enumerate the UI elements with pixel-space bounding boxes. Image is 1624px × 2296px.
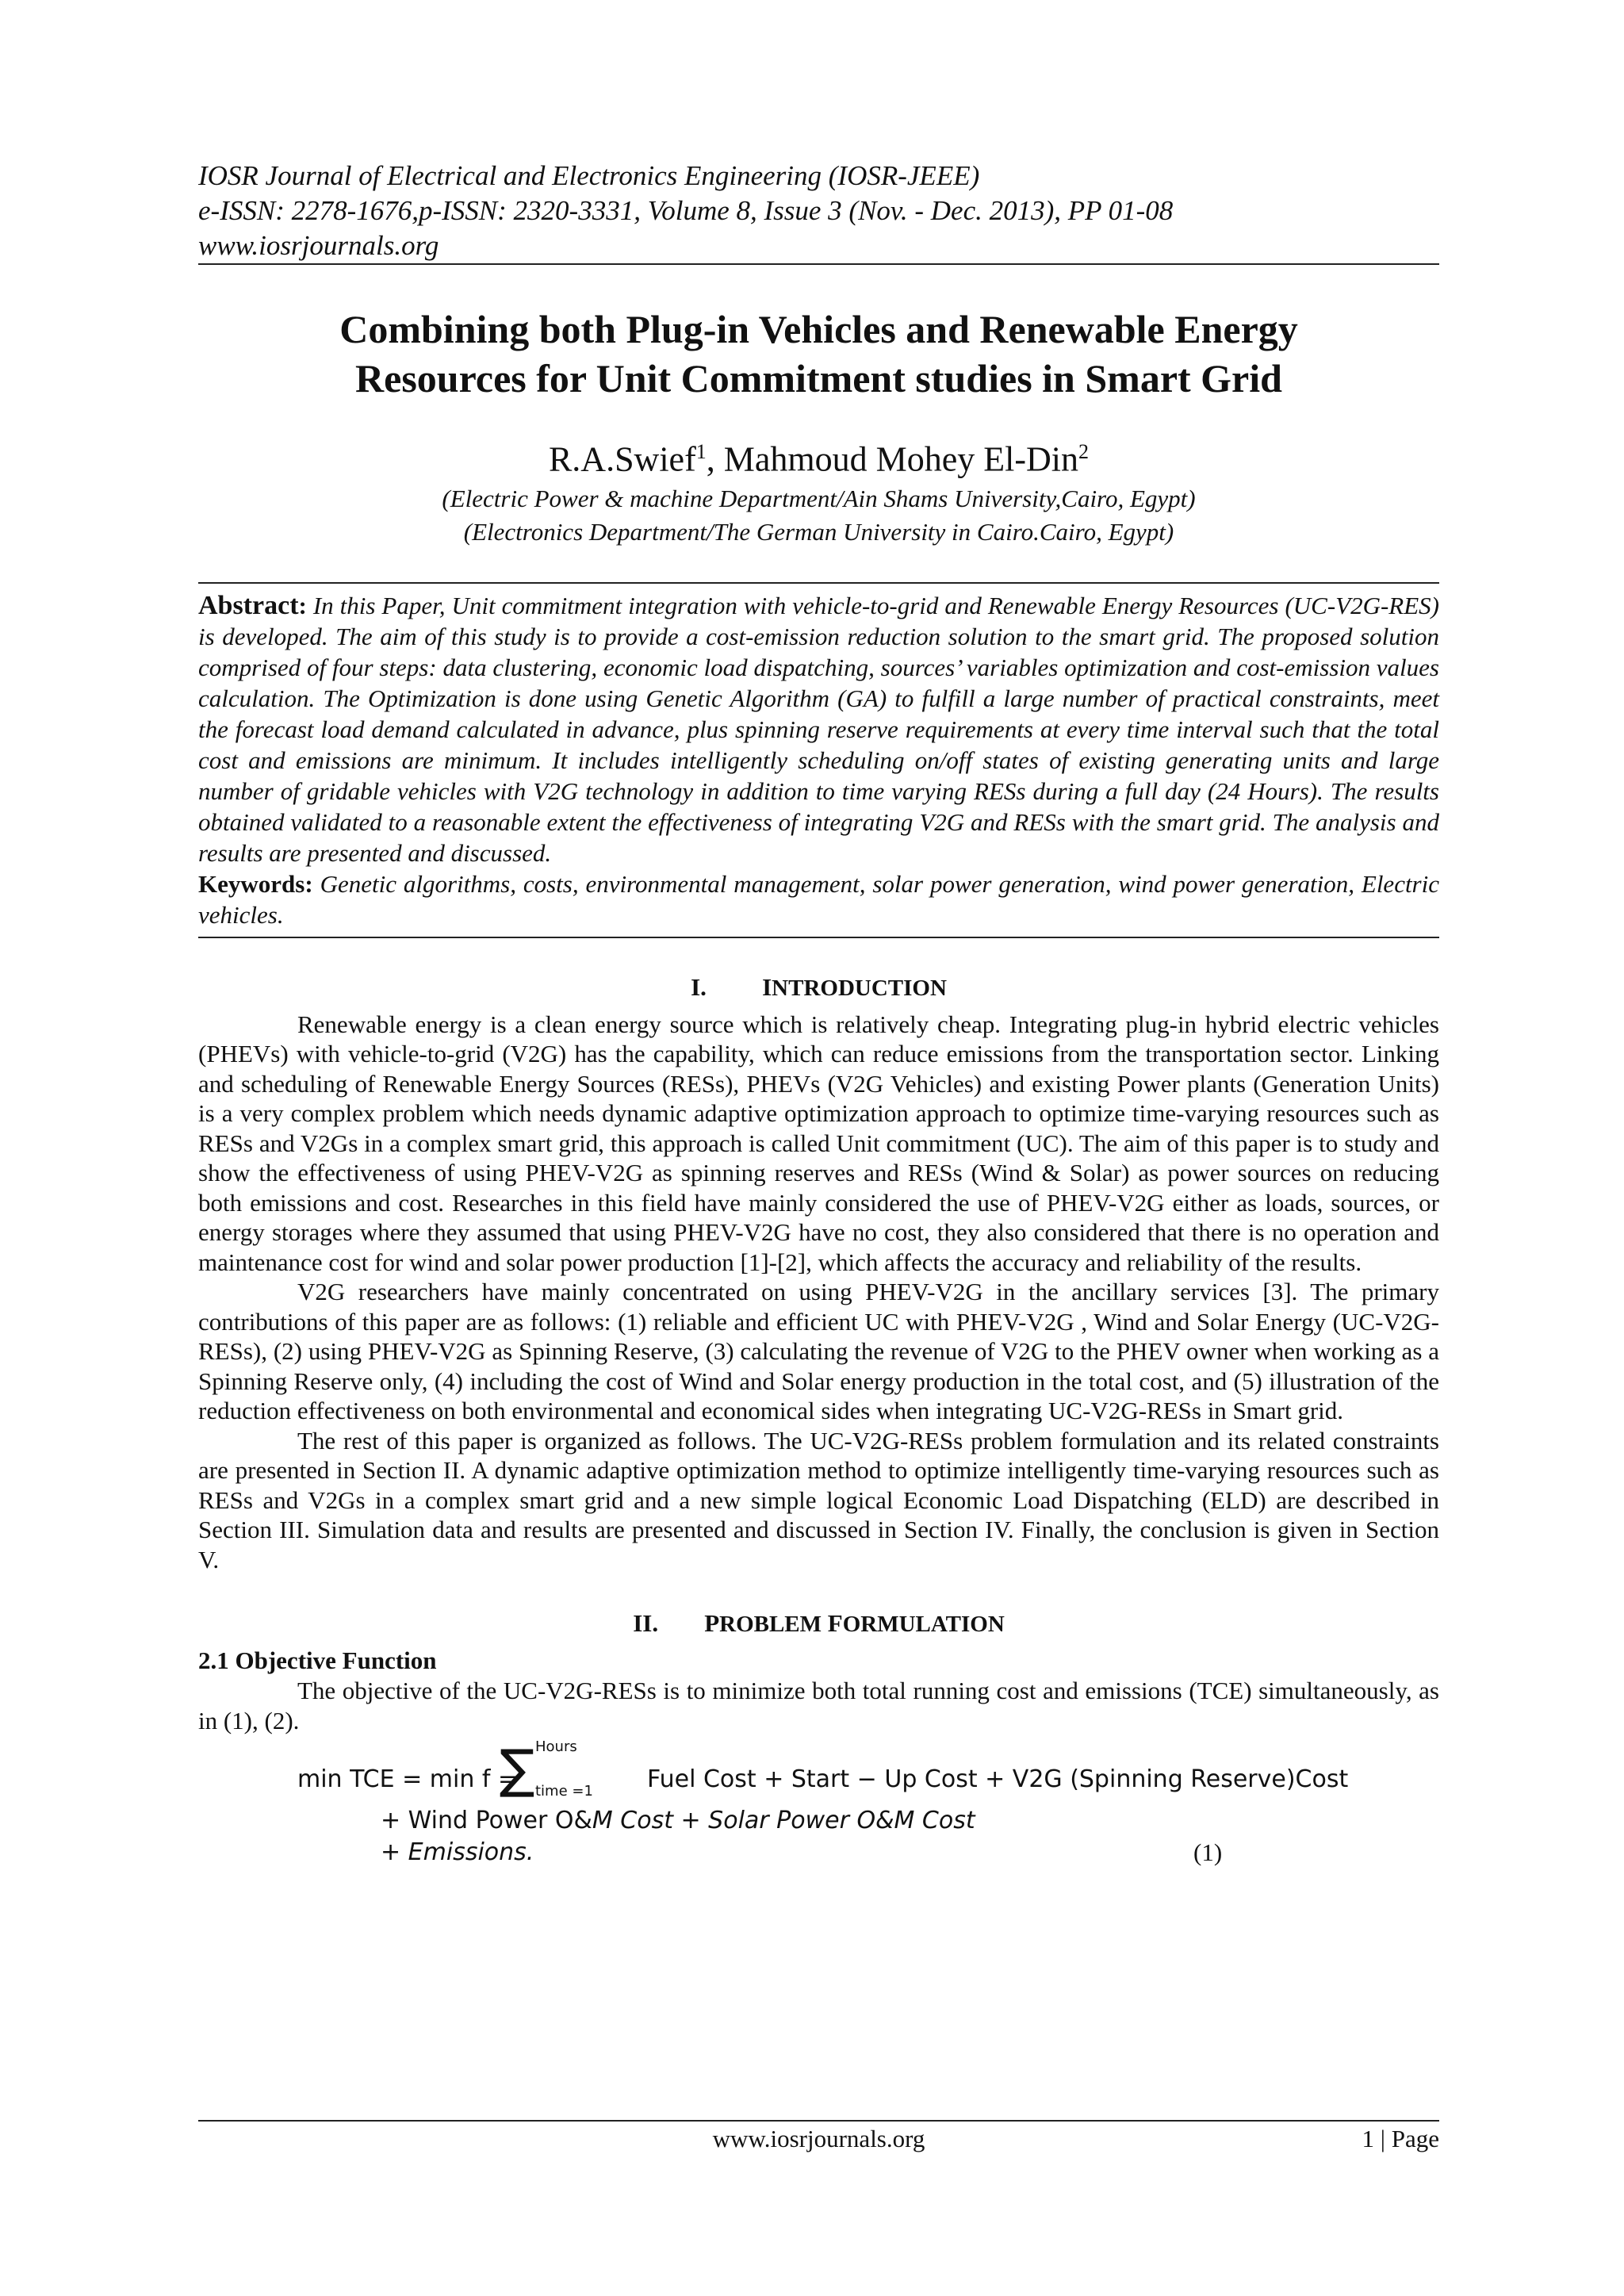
abstract-bottom-rule: [198, 937, 1439, 938]
footer-website: www.iosrjournals.org: [712, 2125, 925, 2152]
abstract-body: In this Paper, Unit commitment integration with vehicle-to-grid and Renewable Energy Resources (UC-V2G-RES) is developed. The aim of this study is to provide a cost-emission reduction solution to the smart grid. The proposed solution comprised of four steps: data clustering, economic load dispatching, sources’ variables optimization and cost-emission values calculation. The Optimization is done using Genetic Algorithm (GA) to fulfill a large number of practical constraints, meet the forecast load demand calculated in advance, plus spinning reserve requirements at every time interval such that the total cost and emissions are minimum. It includes intelligently scheduling on/off states of existing generating units and large number of gridable vehicles with V2G technology in addition to time varying RESs during a full day (24 Hours). The results obtained validated to a reasonable extent the effectiveness of integrating V2G and RESs with the smart grid. The analysis and results are presented and discussed.: [198, 591, 1439, 867]
keywords-text: Genetic algorithms, costs, environmental management, solar power generation, wind power generation, Electric vehicles.: [198, 869, 1439, 929]
title-line-2: Resources for Unit Commitment studies in Smart Grid: [355, 356, 1282, 401]
equation-term-3: + Emissions.: [381, 1838, 534, 1867]
journal-header: [198, 159, 1439, 263]
affiliations: [198, 482, 1439, 549]
header-rule: [198, 263, 1439, 265]
subsection-heading: 2.1 Objective Function: [198, 1646, 437, 1675]
equation-1: [198, 1738, 1439, 1881]
summation-upper-limit: Hours: [535, 1738, 577, 1756]
section-title-rest: ORMULATION: [842, 1612, 1005, 1638]
equation-term-1: Fuel Cost + Start − Up Cost + V2G (Spinning Reserve)Cost: [647, 1765, 1349, 1794]
equation-lhs: min TCE = min f =: [297, 1765, 519, 1794]
objective-paragraph: The objective of the UC-V2G-RESs is to minimize both total running cost and emissions (TCE) simultaneously, as in (1), (2).: [198, 1677, 1439, 1734]
author-1: R.A.Swief: [548, 439, 696, 479]
title-line-1: Combining both Plug-in Vehicles and Renewable Energy: [339, 307, 1298, 351]
equation-term-2: + Wind Power O&M Cost + Solar Power O&M Cost: [381, 1807, 975, 1835]
intro-paragraph-1: Renewable energy is a clean energy source which is relatively cheap. Integrating plug-in hybrid electric vehicles (PHEVs) with vehicle-to-grid (V2G) has the capability, which can reduce emissions from the transportation sector. Linking and scheduling of Renewable Energy Sources (RESs), PHEVs (V2G Vehicles) and existing Power plants (Generation Units) is a very complex problem which needs dynamic adaptive optimization approach to optimize time-varying resources such as RESs and V2Gs in a complex smart grid, this approach is called Unit commitment (UC). The aim of this paper is to study and show the effectiveness of using PHEV-V2G as spinning reserves and RESs (Wind & Solar) as power sources on reducing both emissions and cost. Researches in this field have mainly considered the use of PHEV-V2G either as loads, sources, or energy storages where they assumed that using PHEV-V2G have no cost, they also considered that there is no operation and maintenance cost for wind and solar power production [1]-[2], which affects the accuracy and reliability of the results.: [198, 1010, 1439, 1276]
equation-number: (1): [1193, 1838, 1223, 1867]
section-number: II.: [633, 1609, 659, 1638]
abstract-block: [198, 582, 1439, 930]
paper-page: [198, 159, 1439, 1881]
summation-symbol: ∑: [500, 1738, 535, 1800]
page-footer: [198, 2120, 1439, 2156]
section-heading-problem-formulation: [198, 1609, 1439, 1638]
journal-website: www.iosrjournals.org: [198, 230, 439, 261]
affiliation-1: (Electric Power & machine Department/Ain Shams University,Cairo, Egypt): [442, 484, 1196, 512]
author-list: [198, 430, 1439, 482]
abstract-text: Abstract: In this Paper, Unit commitment integration with vehicle-to-grid and Renewable Energy Resources (UC-V2G-RES) is developed. The aim of this study is to provide a cost-emission reduction solution to the smart grid. The proposed solution comprised of four steps: data clustering, economic load dispatching, sources’ variables optimization and cost-emission values calculation. The Optimization is done using Genetic Algorithm (GA) to fulfill a large number of practical constraints, meet the forecast load demand calculated in advance, plus spinning reserve requirements at every time interval such that the total cost and emissions are minimum. It includes intelligently scheduling on/off states of existing generating units and large number of gridable vehicles with V2G technology in addition to time varying RESs during a full day (24 Hours). The results obtained validated to a reasonable extent the effectiveness of integrating V2G and RESs with the smart grid. The analysis and results are presented and discussed.: [198, 590, 1439, 867]
intro-paragraph-2: V2G researchers have mainly concentrated on using PHEV-V2G in the ancillary services [3]. The primary contributions of this paper are as follows: (1) reliable and efficient UC with PHEV-V2G , Wind and Solar Energy (UC-V2G-RESs), (2) using PHEV-V2G as Spinning Reserve, (3) calculating the revenue of V2G to the PHEV owner when working as a Spinning Reserve only, (4) including the cost of Wind and Solar energy production in the total cost, and (5) illustration of the reduction effectiveness on both environmental and economical sides when integrating UC-V2G-RESs in Smart grid.: [198, 1278, 1439, 1425]
section-initial: P: [704, 1609, 720, 1638]
section-number: I.: [691, 972, 707, 1001]
keywords-label: Keywords: [198, 869, 305, 898]
issn-line: e-ISSN: 2278-1676,p-ISSN: 2320-3331, Volume 8, Issue 3 (Nov. - Dec. 2013), PP 01-08: [198, 195, 1174, 226]
paper-title: [198, 305, 1439, 403]
author-separator: ,: [706, 439, 724, 479]
journal-name: IOSR Journal of Electrical and Electronics Engineering (IOSR-JEEE): [198, 160, 980, 191]
author-2: Mahmoud Mohey El-Din: [723, 439, 1079, 479]
section-initial: F: [827, 1609, 843, 1638]
section-title-rest: ROBLEM: [719, 1612, 822, 1638]
page-number: 1 | Page: [1362, 2125, 1439, 2152]
summation-lower-limit: time =1: [535, 1783, 593, 1800]
author-1-sup: 1: [695, 440, 707, 463]
section-title-rest: NTRODUCTION: [772, 975, 947, 1001]
section-initial: I: [762, 972, 772, 1001]
author-2-sup: 2: [1078, 440, 1090, 463]
affiliation-2: (Electronics Department/The German University in Cairo.Cairo, Egypt): [463, 517, 1174, 546]
section-heading-introduction: [198, 973, 1439, 1002]
abstract-label: Abstract: [198, 590, 299, 620]
intro-paragraph-3: The rest of this paper is organized as follows. The UC-V2G-RESs problem formulation and its related constraints are presented in Section II. A dynamic adaptive optimization method to optimize intelligently time-varying resources such as RESs and V2Gs in a complex smart grid and a new simple logical Economic Load Dispatching (ELD) are described in Section III. Simulation data and results are presented and discussed in Section IV. Finally, the conclusion is given in Section V.: [198, 1426, 1439, 1573]
keywords: Keywords: Genetic algorithms, costs, environmental management, solar power generation, wind power generation, Electric vehicles.: [198, 869, 1439, 929]
